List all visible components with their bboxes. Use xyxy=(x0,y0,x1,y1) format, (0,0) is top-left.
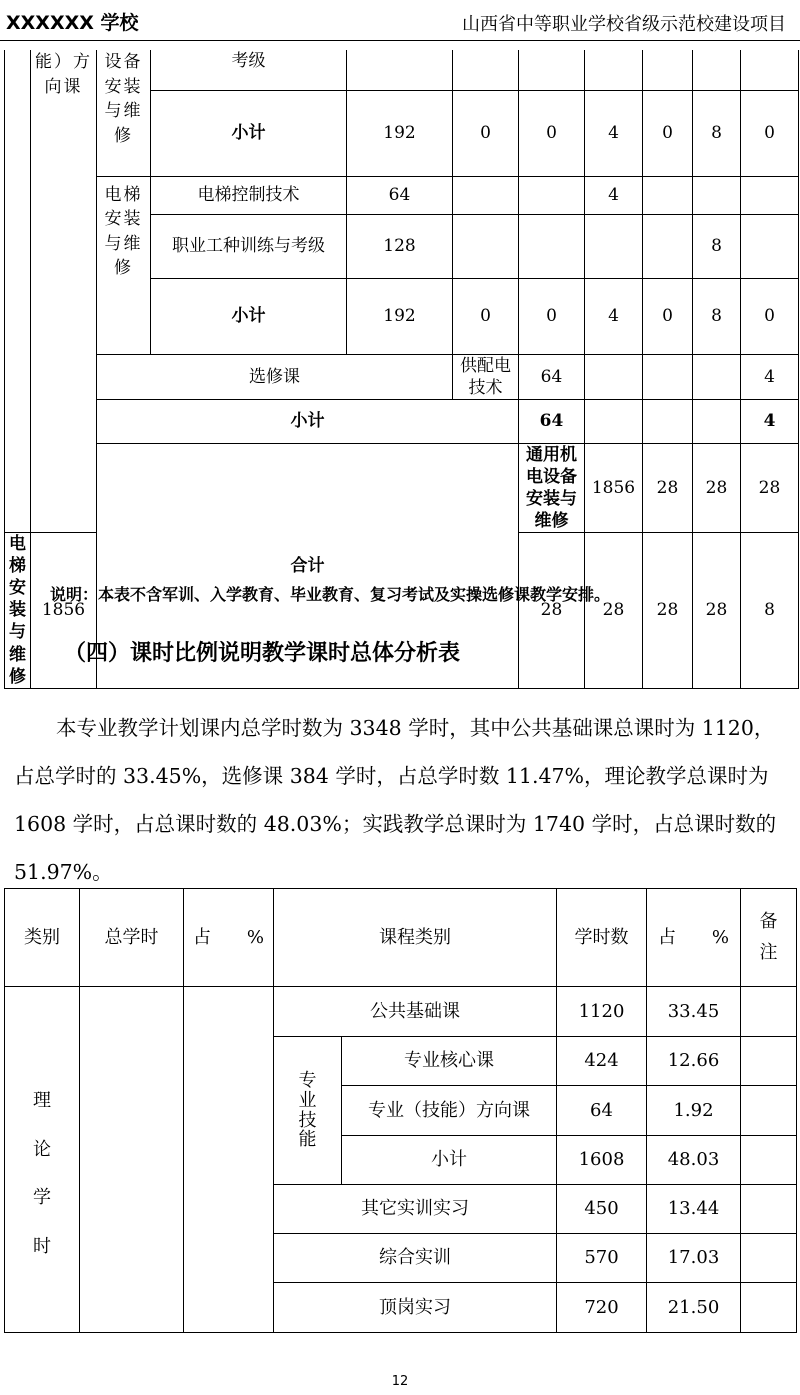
course-type-percent: 48.03 xyxy=(647,1136,741,1185)
header-remark: 备注 xyxy=(741,889,797,987)
subtotal-value: 192 xyxy=(347,90,453,176)
total-value: 28 xyxy=(643,533,693,689)
course-type-hours: 570 xyxy=(557,1234,647,1283)
theory-hours-label: 理论学时 xyxy=(5,987,80,1333)
subtotal-label: 小计 xyxy=(151,90,347,176)
course-type-hours: 720 xyxy=(557,1283,647,1333)
header-divider xyxy=(0,40,800,41)
course-hours: 128 xyxy=(347,214,453,278)
subtotal-value: 0 xyxy=(643,90,693,176)
header-course-type: 课程类别 xyxy=(274,889,557,987)
subtotal-value: 0 xyxy=(519,278,585,354)
header-percent2: 占 % xyxy=(647,889,741,987)
page-number: 12 xyxy=(391,1374,409,1389)
course-type-hours: 64 xyxy=(557,1086,647,1136)
section-title: （四）课时比例说明教学课时总体分析表 xyxy=(64,641,461,666)
course-type-percent: 12.66 xyxy=(647,1037,741,1086)
course-type-name: 综合实训 xyxy=(274,1234,557,1283)
elective-subtotal-weekly: 4 xyxy=(741,399,799,443)
header-hours: 学时数 xyxy=(557,889,647,987)
course-type-percent: 13.44 xyxy=(647,1185,741,1234)
elective-label: 选修课 xyxy=(97,354,453,399)
course-type-hours: 1608 xyxy=(557,1136,647,1185)
total-value: 28 xyxy=(643,443,693,532)
subtotal-label: 小计 xyxy=(151,278,347,354)
course-name: 电梯控制技术 xyxy=(151,176,347,214)
blank-left-cell xyxy=(5,50,31,533)
elective-subtotal-label: 小计 xyxy=(97,399,519,443)
header-project: 山西省中等职业学校省级示范校建设项目 xyxy=(462,14,786,35)
subtotal-value: 0 xyxy=(519,90,585,176)
total-label: 合计 xyxy=(97,443,519,688)
course-type-name: 小计 xyxy=(342,1136,557,1185)
direction-course-group: 能）方向课 xyxy=(31,50,97,533)
total-row-name: 电梯安装与维修 xyxy=(5,533,31,689)
header-percent: 占 % xyxy=(184,889,274,987)
course-type-name: 顶岗实习 xyxy=(274,1283,557,1333)
subgroup-equipment: 设备安装与维修 xyxy=(97,50,151,176)
total-value: 28 xyxy=(519,533,585,689)
course-type-percent: 21.50 xyxy=(647,1283,741,1333)
subtotal-value: 0 xyxy=(741,278,799,354)
total-value: 28 xyxy=(585,533,643,689)
course-hours: 64 xyxy=(519,354,585,399)
analysis-paragraph: 本专业教学计划课内总学时数为 3348 学时，其中公共基础课总课时为 1120，占总学时的 33.45%，选修课 384 学时，占总学时数 11.47%，理论教学总课时为 1608 学时，占总课时数的 48.03%；实践教学总课时为 1740 学时，占总课时数的 51.97%。 xyxy=(14,716,777,884)
subtotal-value: 0 xyxy=(741,90,799,176)
header-total-hours: 总学时 xyxy=(80,889,184,987)
subtotal-value: 0 xyxy=(453,90,519,176)
subtotal-value: 4 xyxy=(585,90,643,176)
course-name: 职业工种训练与考级 xyxy=(151,214,347,278)
course-type-hours: 450 xyxy=(557,1185,647,1234)
skill-label: 专业技能 xyxy=(274,1037,342,1185)
course-type-name: 专业（技能）方向课 xyxy=(342,1086,557,1136)
course-name: 供配电技术 xyxy=(453,354,519,399)
elective-subtotal-hours: 64 xyxy=(519,399,585,443)
total-value: 28 xyxy=(693,533,741,689)
course-type-hours: 1120 xyxy=(557,987,647,1037)
course-weekly-hours: 8 xyxy=(693,214,741,278)
exam-level-course: 考级 xyxy=(151,50,347,90)
course-type-name: 其它实训实习 xyxy=(274,1185,557,1234)
subtotal-value: 4 xyxy=(585,278,643,354)
course-weekly-hours: 4 xyxy=(741,354,799,399)
course-hours: 64 xyxy=(347,176,453,214)
total-value: 28 xyxy=(741,443,799,532)
hours-analysis-table xyxy=(4,888,797,1333)
course-type-percent: 17.03 xyxy=(647,1234,741,1283)
course-type-percent: 1.92 xyxy=(647,1086,741,1136)
subtotal-value: 192 xyxy=(347,278,453,354)
course-type-percent: 33.45 xyxy=(647,987,741,1037)
subtotal-value: 8 xyxy=(693,90,741,176)
course-type-name: 公共基础课 xyxy=(274,987,557,1037)
total-value: 28 xyxy=(693,443,741,532)
course-type-name: 专业核心课 xyxy=(342,1037,557,1086)
table-note: 说明：本表不含军训、入学教育、毕业教育、复习考试及实操选修课教学安排。 xyxy=(50,585,611,604)
course-weekly-hours: 4 xyxy=(585,176,643,214)
subtotal-value: 0 xyxy=(643,278,693,354)
header-school: XXXXXX 学校 xyxy=(6,12,139,34)
subtotal-value: 8 xyxy=(693,278,741,354)
header-category: 类别 xyxy=(5,889,80,987)
total-row-name: 通用机电设备安装与维修 xyxy=(519,443,585,532)
total-value: 1856 xyxy=(31,533,97,689)
total-value: 8 xyxy=(741,533,799,689)
total-value: 1856 xyxy=(585,443,643,532)
subtotal-value: 0 xyxy=(453,278,519,354)
course-type-hours: 424 xyxy=(557,1037,647,1086)
subgroup-elevator: 电梯安装与维修 xyxy=(97,176,151,354)
